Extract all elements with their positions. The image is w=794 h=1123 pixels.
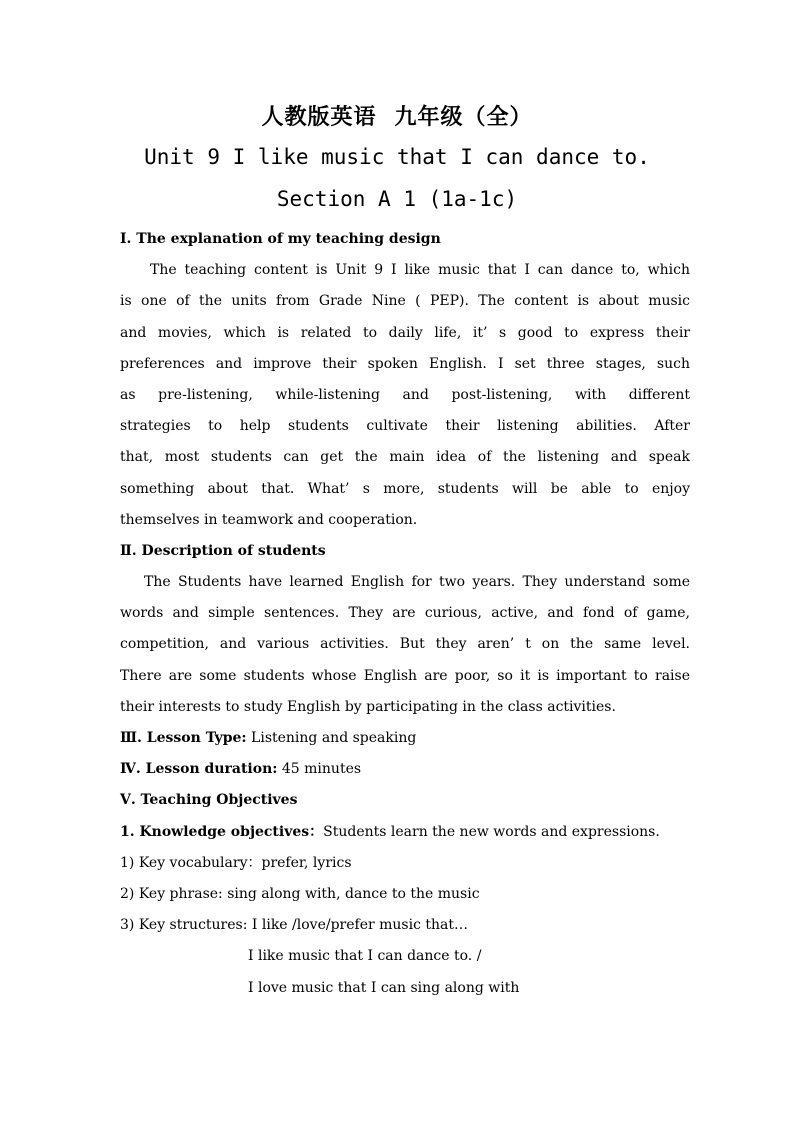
list-item: I like music that I can dance to. / [248,948,482,965]
paragraph-line: as pre-listening, while-listening and post-listening, with different [120,386,690,403]
knowledge-objectives-label: 1. Knowledge objectives： [120,823,324,840]
paragraph-line: themselves in teamwork and cooperation. [120,511,418,528]
paragraph-line: words and simple sentences. They are curious, active, and fond of game, [120,605,690,622]
section-heading-objectives: Ⅴ. Teaching Objectives [120,792,298,809]
lesson-type [120,723,690,754]
document-body [120,224,690,1004]
paragraph-line: strategies to help students cultivate their listening abilities. After [120,418,690,435]
unit-title: Unit 9 I like music that I can dance to. [144,145,650,169]
section-heading-students: Ⅱ. Description of students [120,542,326,559]
list-item: 2) Key phrase: sing along with, dance to the music [120,885,480,902]
paragraph-line: There are some students whose English are poor, so it is important to raise [120,667,690,684]
paragraph-line: something about that. What’ s more, students will be able to enjoy [120,480,690,497]
list-item: I love music that I can sing along with [248,979,520,996]
section-title: Section A 1 (1a-1c) [276,187,518,211]
paragraph-line: and movies, which is related to daily life, it’ s good to express their [120,324,690,341]
paragraph-line: is one of the units from Grade Nine ( PEP). The content is about music [120,293,690,310]
paragraph-line: preferences and improve their spoken English. I set three stages, such [120,355,690,372]
lesson-duration-label: Ⅳ. Lesson duration: [120,761,278,778]
document-title-chinese [0,100,794,131]
paragraph-line: their interests to study English by participating in the class activities. [120,698,616,715]
knowledge-objectives [120,817,690,848]
section-heading-teaching-design: Ⅰ. The explanation of my teaching design [120,231,441,247]
lesson-duration [120,754,690,785]
lesson-duration-value: 45 minutes [277,761,362,778]
paragraph-line: that, most students can get the main idea of the listening and speak [120,449,690,466]
list-item: 1) Key vocabulary：prefer, lyrics [120,854,352,871]
paragraph-line: competition, and various activities. But they aren’ t on the same level. [120,636,690,653]
lesson-type-label: Ⅲ. Lesson Type: [120,730,247,746]
paragraph-line: The teaching content is Unit 9 I like music that I can dance to, which [150,262,690,279]
paragraph-line: The Students have learned English for two years. They understand some [144,574,690,591]
publisher-label: 人教版英语 [261,105,377,130]
grade-label: 九年级（全） [394,105,533,130]
list-item: 3) Key structures: I like /love/prefer music that… [120,917,468,934]
lesson-type-value: Listening and speaking [246,730,417,746]
knowledge-objectives-value: Students learn the new words and expressions. [323,823,660,840]
